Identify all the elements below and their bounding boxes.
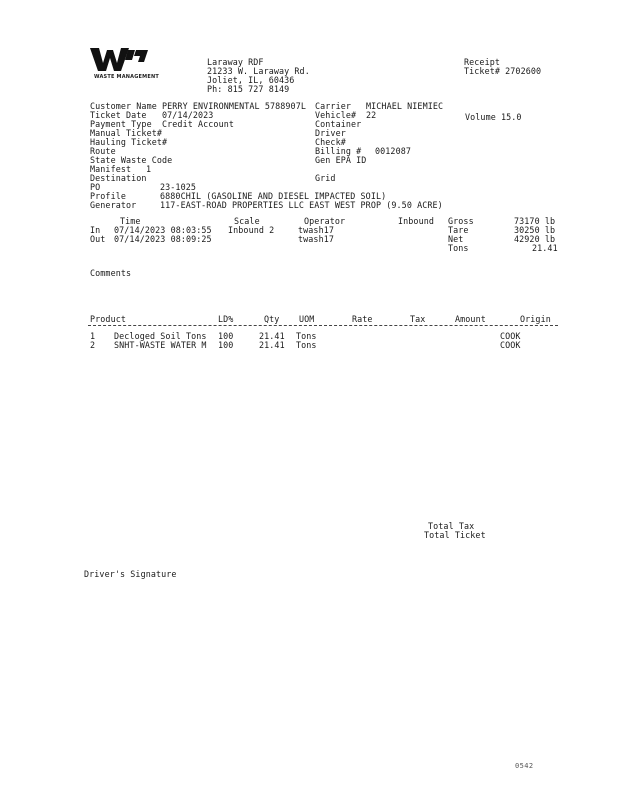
field-value: 6880CHIL (GASOLINE AND DIESEL IMPACTED SOIL) [160,191,387,201]
company-name: Laraway RDF [207,57,264,67]
product-row-name: SNHT-WASTE WATER M [114,340,207,350]
field-label: Profile [90,191,126,201]
product-header-divider [88,325,558,326]
product-header-rate: Rate [352,314,373,324]
weight-label: Tare [448,225,469,235]
product-row-origin: COOK [500,340,521,350]
company-logo [88,46,180,82]
weight-value-tare: 30250 lb [514,225,556,235]
field-value: PERRY ENVIRONMENTAL 5788907L [162,101,306,111]
field-label: State Waste Code [90,155,173,165]
field-value: 23-1025 [160,182,196,192]
logo-wordmark: WASTE MANAGEMENT [94,74,159,80]
weigh-header-gross: Gross [448,216,474,226]
product-header-qty: Qty [264,314,280,324]
product-header-ld: LD% [218,314,234,324]
weigh-header-inbound: Inbound [398,216,434,226]
company-phone: Ph: 815 727 8149 [207,84,290,94]
weight-value-gross: 73170 lb [514,216,556,226]
field-label: Check# [315,137,346,147]
product-header-product: Product [90,314,126,324]
product-header-amount: Amount [455,314,486,324]
field-label: Hauling Ticket# [90,137,168,147]
field-label: Vehicle# [315,110,357,120]
product-header-tax: Tax [410,314,426,324]
weigh-row-operator: twash17 [298,234,334,244]
field-label: Driver [315,128,346,138]
weigh-row-time: 07/14/2023 08:09:25 [114,234,212,244]
weigh-row-direction: Out [90,234,106,244]
field-value: 07/14/2023 [162,110,214,120]
field-label: Route [90,146,116,156]
weigh-header-time: Time [120,216,141,226]
field-label: Carrier [315,101,351,111]
weigh-row-time: 07/14/2023 08:03:55 [114,225,212,235]
product-header-origin: Origin [520,314,551,324]
comments-label: Comments [90,268,132,278]
product-row-origin: COOK [500,331,521,341]
weigh-header-scale: Scale [234,216,260,226]
product-row-uom: Tons [296,340,317,350]
total-ticket-label: Total Ticket [424,530,486,540]
product-header-uom: UOM [299,314,315,324]
field-label: Manifest [90,164,132,174]
weight-label: Net [448,234,464,244]
product-row-number: 1 [90,331,96,341]
field-label: Payment Type [90,119,152,129]
field-label: Generator [90,200,137,210]
total-tax-label: Total Tax [428,521,475,531]
product-row-uom: Tons [296,331,317,341]
field-label: PO [90,182,101,192]
receipt-title: Receipt [464,57,500,67]
weight-value-tons: 21.41 [532,243,558,253]
product-row-ld: 100 [218,331,234,341]
wm-logo-icon [88,46,150,72]
product-row-number: 2 [90,340,96,350]
volume-label: Volume 15.0 [465,112,522,122]
company-city: Joliet, IL, 60436 [207,75,295,85]
field-value: 1 [146,164,152,174]
product-row-ld: 100 [218,340,234,350]
field-label: Grid [315,173,336,183]
field-value: 0012087 [375,146,411,156]
page-stamp: 0542 [515,762,534,770]
weigh-header-operator: Operator [304,216,346,226]
field-value: 22 [366,110,377,120]
field-label: Manual Ticket# [90,128,162,138]
company-street: 21233 W. Laraway Rd. [207,66,310,76]
field-label: Ticket Date [90,110,147,120]
weigh-row-scale: Inbound 2 [228,225,275,235]
field-value: 117-EAST-ROAD PROPERTIES LLC EAST WEST PROP (9.50 ACRE) [160,200,443,210]
driver-signature-label: Driver's Signature [84,569,177,579]
field-label: Billing # [315,146,362,156]
product-row-qty: 21.41 [259,331,285,341]
weight-label: Tons [448,243,469,253]
weigh-row-direction: In [90,225,101,235]
field-value: MICHAEL NIEMIEC [366,101,444,111]
weigh-row-operator: twash17 [298,225,334,235]
product-row-name: Decloged Soil Tons [114,331,207,341]
field-label: Container [315,119,362,129]
weight-value-net: 42920 lb [514,234,556,244]
field-label: Customer Name [90,101,157,111]
product-row-qty: 21.41 [259,340,285,350]
field-label: Gen EPA ID [315,155,367,165]
field-label: Destination [90,173,147,183]
ticket-number: Ticket# 2702600 [464,66,542,76]
field-value: Credit Account [162,119,234,129]
